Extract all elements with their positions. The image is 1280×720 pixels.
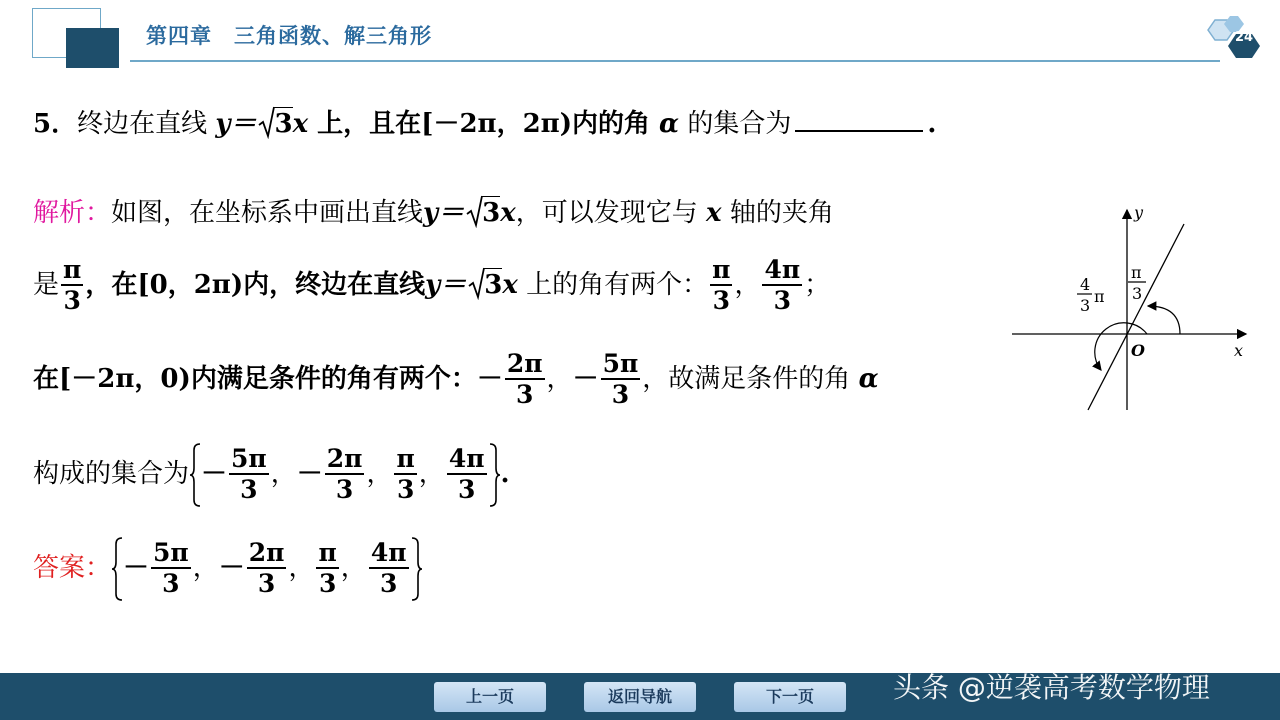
next-page-button[interactable]: 下一页 xyxy=(734,682,846,712)
problem-statement: 5．终边在直线 y＝ 3x 上，且在[－2π，2π)内的角 α 的集合为 . xyxy=(33,109,937,139)
left-brace-icon xyxy=(111,536,123,602)
back-to-nav-button[interactable]: 返回导航 xyxy=(584,682,696,712)
fraction-pi-over-3: $\frac{\pi}{3}$ xyxy=(712,255,731,315)
problem-number: 5． xyxy=(33,109,78,139)
x-axis-label: x xyxy=(1234,341,1244,360)
angle-large-num: 4 xyxy=(1080,275,1091,294)
solution-line-4: 构成的集合为 － $\frac{5\pi}{3}$ ，－ $\frac{2\pi}{3}$ ， $\frac{\pi}{3}$ ， $\frac{4\pi}{3}$ . xyxy=(33,442,510,508)
right-brace-icon xyxy=(489,442,501,508)
chapter-topic: 三角函数、解三角形 xyxy=(234,24,432,48)
answer-blank xyxy=(795,112,923,132)
coordinate-diagram xyxy=(1008,198,1264,414)
angle-large-suffix: π xyxy=(1094,287,1105,306)
fraction-4pi-over-3: $\frac{4\pi}{3}$ xyxy=(764,255,801,315)
problem-text-3: 的集合为 xyxy=(679,109,792,139)
watermark: 头条 @逆袭高考数学物理 xyxy=(893,671,1210,704)
answer-label: 答案： xyxy=(33,553,112,583)
right-brace-icon xyxy=(411,536,423,602)
angle-small-den: 3 xyxy=(1132,284,1143,303)
equation-x: x xyxy=(292,109,309,139)
arc-pi-over-3 xyxy=(1148,306,1180,334)
sqrt-3: 3 xyxy=(258,109,292,139)
solution-line-3: 在[－2π，0)内满足条件的角有两个：－ $\frac{2\pi}{3}$ ，－ $\frac{5\pi}{3}$ ，故满足条件的角 α xyxy=(33,349,879,409)
fraction-pi-over-3: $\frac{\pi}{3}$ xyxy=(63,255,82,315)
left-brace-icon xyxy=(189,442,201,508)
equation-y: y＝ xyxy=(215,109,257,139)
solution-label: 解析： xyxy=(33,198,112,228)
y-axis-label: y xyxy=(1134,203,1144,222)
header-decor-block xyxy=(66,28,119,68)
angle-small-num: π xyxy=(1131,263,1142,282)
chapter-title xyxy=(146,20,432,50)
line-y-sqrt3x xyxy=(1088,224,1184,410)
problem-text-1: 终边在直线 xyxy=(77,109,208,139)
origin-label: O xyxy=(1131,341,1145,360)
chapter-number: 第四章 xyxy=(146,24,212,48)
angle-large-den: 3 xyxy=(1080,296,1091,315)
header-divider xyxy=(130,60,1220,62)
solution-line-1: 解析：如图，在坐标系中画出直线y＝ 3x，可以发现它与 x 轴的夹角 xyxy=(33,198,834,228)
solution-line-2: 是 $\frac{\pi}{3}$ ，在[0，2π)内，终边在直线y＝ 3x 上的角有两个： $\frac{\pi}{3}$ ， $\frac{4\pi}{3}$ ； xyxy=(33,255,831,315)
prev-page-button[interactable]: 上一页 xyxy=(434,682,546,712)
alpha-symbol: α xyxy=(659,109,680,139)
fraction-5pi-over-3: $\frac{5\pi}{3}$ xyxy=(602,349,639,409)
fraction-2pi-over-3: $\frac{2\pi}{3}$ xyxy=(506,349,543,409)
page-number: 24 xyxy=(1234,30,1254,45)
problem-text-2: 上，且在[－2π，2π)内的角 xyxy=(308,109,660,139)
answer-line: 答案： － $\frac{5\pi}{3}$ ，－ $\frac{2\pi}{3}$ ， $\frac{\pi}{3}$ ， $\frac{4\pi}{3}$ xyxy=(33,536,423,602)
